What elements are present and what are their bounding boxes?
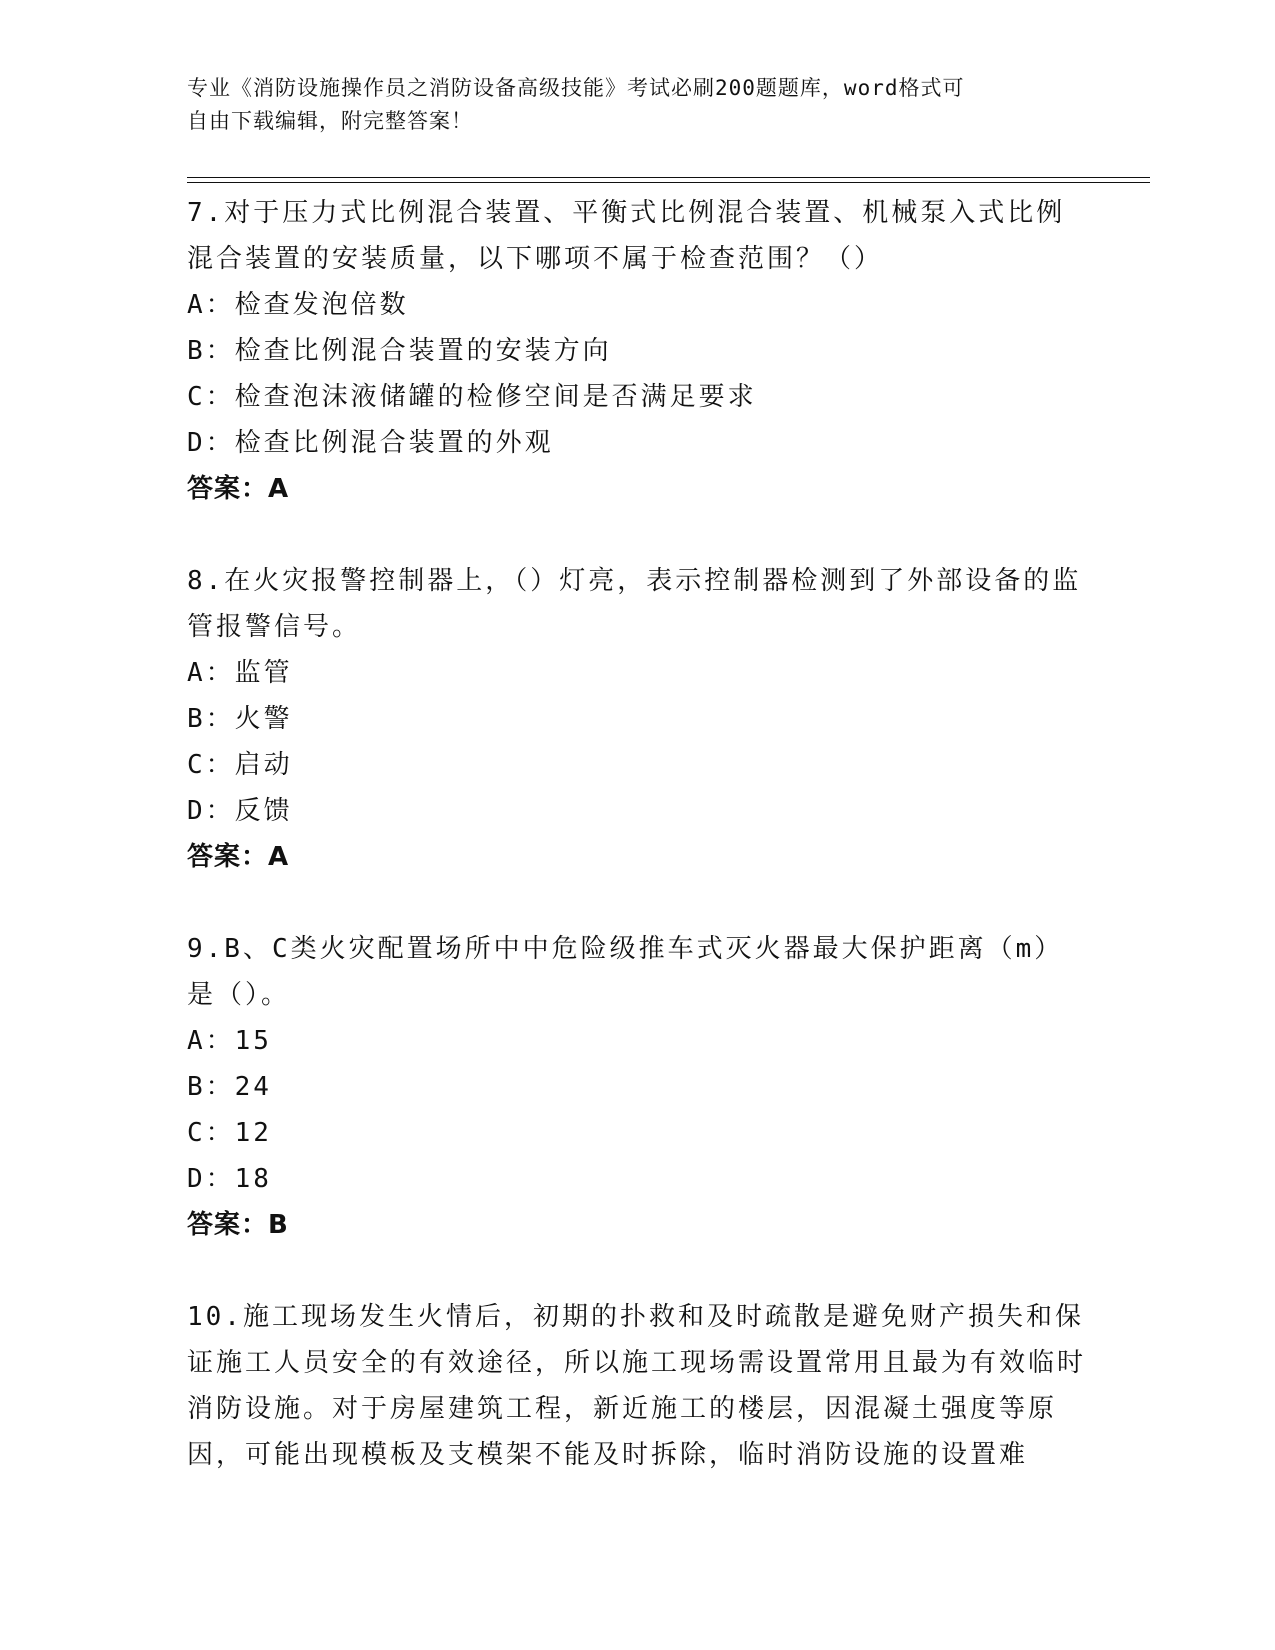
header-divider-bottom xyxy=(187,182,1150,183)
header-line-2: 自由下载编辑，附完整答案！ xyxy=(187,109,473,133)
header-line-1: 专业《消防设施操作员之消防设备高级技能》考试必刷200题题库，word格式可 xyxy=(187,76,965,100)
header-divider-top xyxy=(187,177,1150,178)
question-stem: 9.B、C类火灾配置场所中中危险级推车式灭火器最大保护距离（m）是（）。 xyxy=(187,934,1064,1010)
option-a: A：监管 xyxy=(187,658,293,688)
question-stem: 8.在火灾报警控制器上，（）灯亮，表示控制器检测到了外部设备的监管报警信号。 xyxy=(187,566,1082,642)
question-stem: 7.对于压力式比例混合装置、平衡式比例混合装置、机械泵入式比例混合装置的安装质量，以下哪项不属于检查范围？（） xyxy=(187,198,1066,274)
option-d: D：反馈 xyxy=(187,796,293,826)
answer-label: 答案：A xyxy=(187,842,290,872)
question-10 xyxy=(187,1294,1087,1478)
question-9 xyxy=(187,926,1087,1248)
option-c: C：12 xyxy=(187,1118,272,1148)
answer-label: 答案：A xyxy=(187,474,290,504)
answer-label: 答案：B xyxy=(187,1210,289,1240)
option-a: A：检查发泡倍数 xyxy=(187,290,409,320)
document-header xyxy=(187,72,1067,138)
question-7 xyxy=(187,190,1087,512)
question-8 xyxy=(187,558,1087,880)
option-a: A：15 xyxy=(187,1026,272,1056)
option-b: B：24 xyxy=(187,1072,272,1102)
option-c: C：启动 xyxy=(187,750,293,780)
option-d: D：检查比例混合装置的外观 xyxy=(187,428,554,458)
option-b: B：火警 xyxy=(187,704,293,734)
question-stem: 10.施工现场发生火情后，初期的扑救和及时疏散是避免财产损失和保证施工人员安全的有效途径，所以施工现场需设置常用且最为有效临时消防设施。对于房屋建筑工程，新近施工的楼层，因混凝土强度等原因，可能出现模板及支模架不能及时拆除，临时消防设施的设置难 xyxy=(187,1302,1087,1470)
question-list xyxy=(187,190,1087,1524)
option-b: B：检查比例混合装置的安装方向 xyxy=(187,336,612,366)
option-d: D：18 xyxy=(187,1164,272,1194)
option-c: C：检查泡沫液储罐的检修空间是否满足要求 xyxy=(187,382,757,412)
